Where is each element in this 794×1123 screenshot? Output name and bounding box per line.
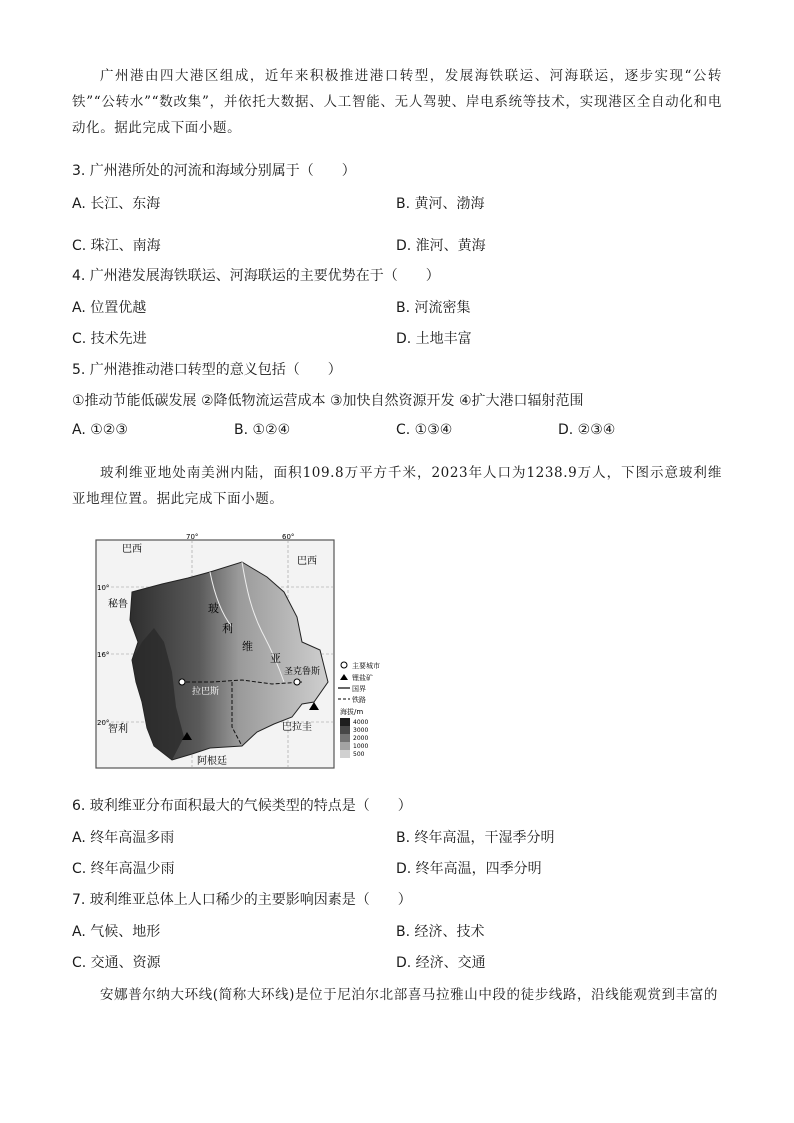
- q3-option-d: D. 淮河、黄海: [396, 238, 486, 254]
- q3-option-a: A. 长江、东海: [72, 196, 161, 212]
- q6-option-a: A. 终年高温多雨: [72, 830, 175, 846]
- q4-option-b: B. 河流密集: [396, 300, 471, 316]
- svg-text:2000: 2000: [353, 735, 369, 742]
- q6-option-c: C. 终年高温少雨: [72, 861, 175, 877]
- question-5-stem: 5. 广州港推动港口转型的意义包括（ ）: [72, 362, 342, 378]
- map-legend: [338, 661, 380, 758]
- legend-elev-title: 海拔/m: [340, 708, 364, 716]
- q4-option-a: A. 位置优越: [72, 300, 147, 316]
- lon-left-label: 70°: [186, 533, 199, 541]
- q5-option-a: A. ①②③: [72, 422, 128, 438]
- label-bolivia-2: 利: [222, 622, 233, 635]
- label-peru: 秘鲁: [108, 599, 128, 610]
- label-lapaz: 拉巴斯: [192, 687, 220, 697]
- legend-city: 主要城市: [352, 662, 380, 670]
- lon-right-label: 60°: [282, 533, 295, 541]
- label-bolivia-1: 玻: [208, 602, 219, 615]
- passage-bolivia: 玻利维亚地处南美洲内陆，面积109.8万平方千米，2023年人口为1238.9万人，下图示意玻利维亚地理位置。据此完成下面小题。: [72, 465, 722, 507]
- q5-option-b: B. ①②④: [234, 422, 291, 438]
- q3-option-b: B. 黄河、渤海: [396, 196, 485, 212]
- q7-option-d: D. 经济、交通: [396, 955, 486, 971]
- q7-option-c: C. 交通、资源: [72, 955, 161, 971]
- city-lapaz-marker: [179, 679, 185, 685]
- svg-text:3000: 3000: [353, 727, 369, 734]
- label-bolivia-3: 维: [242, 640, 253, 653]
- svg-text:500: 500: [353, 751, 365, 758]
- question-4-stem: 4. 广州港发展海铁联运、河海联运的主要优势在于（ ）: [72, 268, 440, 284]
- q6-option-b: B. 终年高温，干湿季分明: [396, 830, 555, 846]
- q3-option-c: C. 珠江、南海: [72, 238, 161, 254]
- label-santacruz: 圣克鲁斯: [284, 667, 321, 677]
- lat-20-label: 20°: [97, 719, 110, 727]
- legend-rail: 铁路: [352, 696, 366, 704]
- question-6-stem: 6. 玻利维亚分布面积最大的气候类型的特点是（ ）: [72, 798, 412, 814]
- label-paraguay: 巴拉圭: [282, 722, 312, 733]
- q5-option-d: D. ②③④: [558, 422, 616, 438]
- svg-text:4000: 4000: [353, 719, 369, 726]
- label-brazil-top-left: 巴西: [122, 544, 142, 555]
- q6-option-d: D. 终年高温，四季分明: [396, 861, 542, 877]
- lat-16-label: 16°: [97, 651, 110, 659]
- legend-border: 国界: [352, 685, 366, 693]
- legend-mine: 锂盐矿: [352, 674, 373, 682]
- label-argentina: 阿根廷: [197, 756, 227, 767]
- question-7-stem: 7. 玻利维亚总体上人口稀少的主要影响因素是（ ）: [72, 892, 412, 908]
- q7-option-b: B. 经济、技术: [396, 924, 485, 940]
- q7-option-a: A. 气候、地形: [72, 924, 161, 940]
- label-chile: 智利: [108, 724, 128, 735]
- question-3-stem: 3. 广州港所处的河流和海域分别属于（ ）: [72, 163, 356, 179]
- svg-text:1000: 1000: [353, 743, 369, 750]
- question-5-statements: ①推动节能低碳发展 ②降低物流运营成本 ③加快自然资源开发 ④扩大港口辐射范围: [72, 393, 584, 409]
- bolivia-location-map: [92, 532, 418, 774]
- q5-option-c: C. ①③④: [396, 422, 453, 438]
- lat-10-label: 10°: [97, 584, 110, 592]
- q4-option-c: C. 技术先进: [72, 331, 147, 347]
- city-santacruz-marker: [294, 679, 300, 685]
- passage-guangzhou-port: 广州港由四大港区组成，近年来积极推进港口转型，发展海铁联运、河海联运，逐步实现“公转铁”“公转水”“数改集”，并依托大数据、人工智能、无人驾驶、岸电系统等技术，实现港区全自动化和电动化。据此完成下面小题。: [72, 68, 722, 136]
- label-bolivia-4: 亚: [270, 652, 281, 665]
- label-brazil-top-right: 巴西: [297, 556, 317, 567]
- q4-option-d: D. 土地丰富: [396, 331, 472, 347]
- passage-annapurna: 安娜普尔纳大环线(简称大环线)是位于尼泊尔北部喜马拉雅山中段的徒步线路，沿线能观赏到丰富的: [100, 987, 719, 1003]
